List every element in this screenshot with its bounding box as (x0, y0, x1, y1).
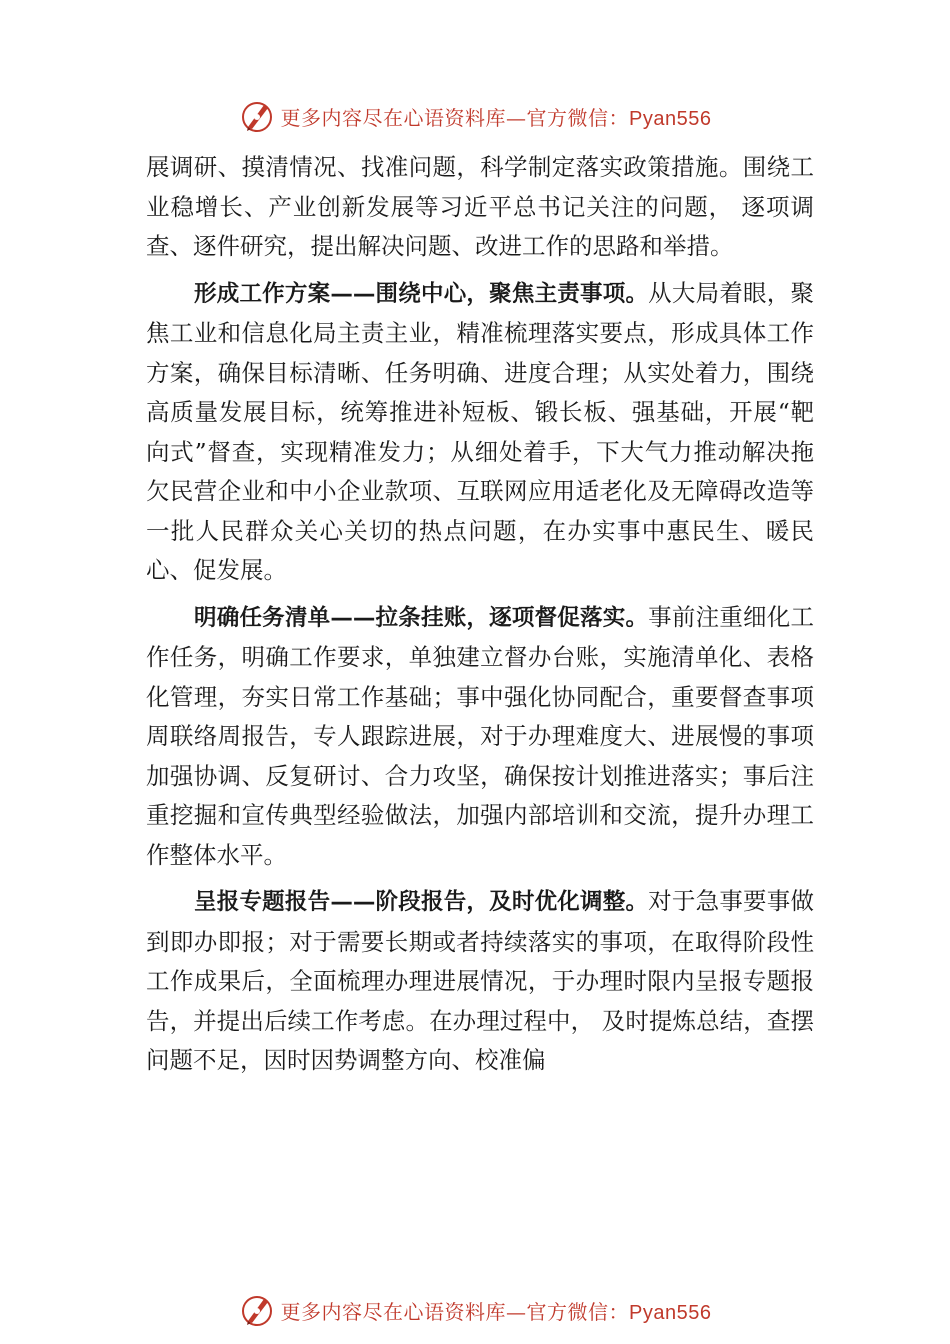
paragraph-1: 展调研、摸清情况、找准问题，科学制定落实政策措施。围绕工业稳增长、产业创新发展等习近平总书记关注的问题， 逐项调查、逐件研究，提出解决问题、改进工作的思路和举措。 (146, 153, 814, 260)
header-banner (0, 96, 950, 136)
section-heading-report: 呈报专题报告——阶段报告，及时优化调整。 (194, 889, 649, 915)
footer-banner-wechat: 官方微信：Pyan556 (526, 1301, 712, 1324)
paragraph-4 (146, 882, 814, 1081)
paragraph-3 (146, 598, 814, 876)
section-heading-tasks: 明确任务清单——拉条挂账，逐项督促落实。 (194, 604, 649, 631)
header-banner-dash: — (506, 105, 527, 130)
section-text-tasks: 事前注重细化工作任务，明确工作要求，单独建立督办台账，实施清单化、表格化管理，夯实日常工作基础；事中强化协同配合，重要督查事项周联络周报告，专人跟踪进展，对于办理难度大、进展慢的事项加强协调、反复研讨、合力攻坚，确保按计划推进落实；事后注重挖掘和宣传典型经验做法，加强内部培训和交流，提升办理工作整体水平。 (146, 602, 814, 869)
header-banner-wechat: 官方微信：Pyan556 (526, 107, 712, 130)
section-text-plan: 从大局着眼，聚焦工业和信息化局主责主业，精准梳理落实要点，形成具体工作方案，确保目标清晰、任务明确、进度合理；从实处着力，围绕高质量发展目标，统筹推进补短板、锻长板、强基础，开展“靶向式”督查，实现精准发力；从细处着手，下大气力推动解决拖欠民营企业和中小企业款项、互联网应用适老化及无障碍改造等一批人民群众关心关切的热点问题，在办实事中惠民生、暖民心、促发展。 (146, 278, 814, 584)
paragraph-2 (146, 274, 814, 591)
header-banner-text (281, 102, 712, 131)
footer-banner-text (281, 1296, 712, 1325)
pen-logo-icon (239, 98, 275, 134)
document-body (146, 148, 814, 1088)
footer-banner (0, 1290, 950, 1330)
section-text-report: 对于急事要事做到即办即报；对于需要长期或者持续落实的事项，在取得阶段性工作成果后，全面梳理办理进展情况，于办理时限内呈报专题报告，并提出后续工作考虑。在办理过程中， 及时提炼总结，查摆问题不足，因时因势调整方向、校准偏 (146, 887, 814, 1074)
section-heading-plan: 形成工作方案——围绕中心，聚焦主责事项。 (194, 280, 649, 307)
footer-banner-dash: — (506, 1299, 527, 1324)
footer-banner-main: 更多内容尽在心语资料库 (280, 1299, 507, 1324)
pen-logo-icon (239, 1292, 275, 1328)
header-banner-main: 更多内容尽在心语资料库 (280, 105, 507, 130)
